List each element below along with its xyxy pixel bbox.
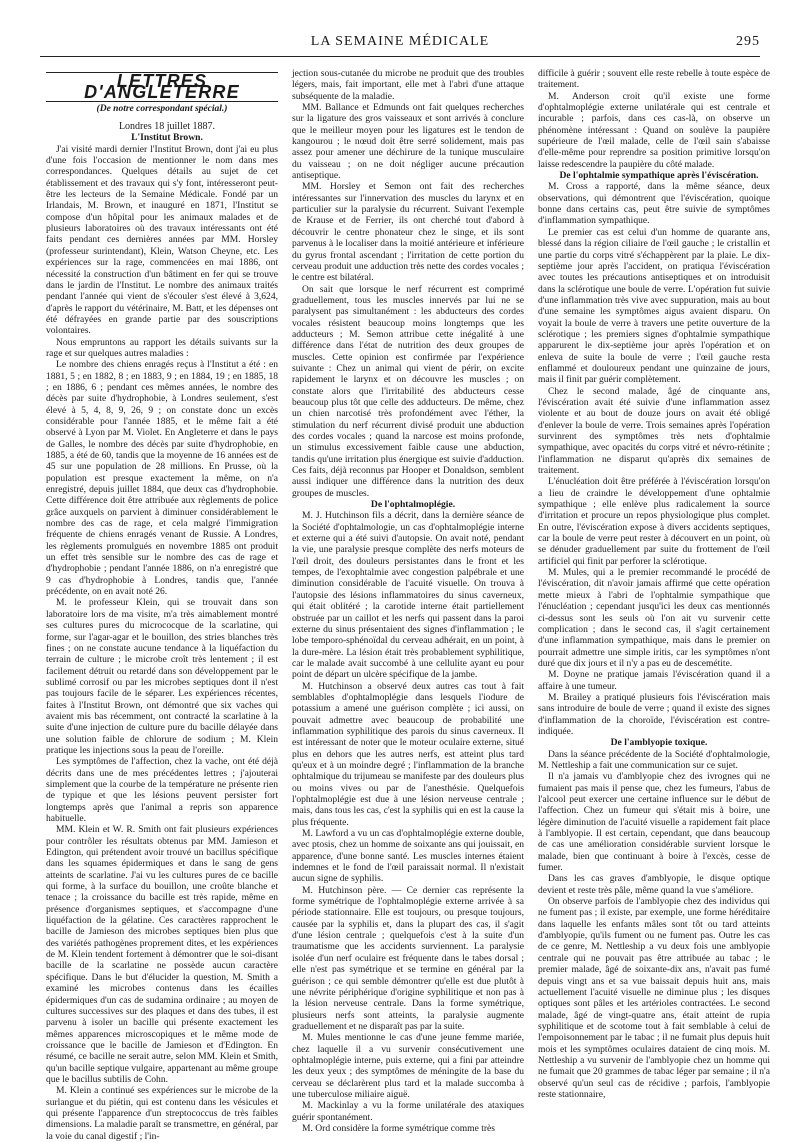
paragraph: M. J. Hutchinson fils a décrit, dans la dernière séance de la Société d'ophtalmologie, un cas d'ophtalmoplégie interne et externe qui a été suivi d'autopsie. On avait noté, pendant la vie, une paralysie presque complète des nerfs moteurs de l'œil droit, des douleurs persistantes dans le front et les tempes, de l'exophtalmie avec congestion palpébrale et une diminution considérable de l'acuité visuelle. On trouva à l'autopsie des lésions inflammatoires du sinus caverneux, qui était oblitéré ; la carotide interne était partiellement obstruée par un caillot et les nerfs qui passent dans la paroi externe du sinus présentaient des signes d'inflammation ; le lobe temporo-sphénoïdal du cerveau adhérait, en un point, à la dure-mère. La lésion était très probablement syphilitique, car le malade avait succombé à une cellulite ayant eu pour point de départ un ulcère spécifique de la jambe. — [292, 510, 524, 681]
paragraph: Il n'a jamais vu d'amblyopie chez des ivrognes qui ne fumaient pas mais il pense que, chez les fumeurs, l'abus de l'alcool peut exercer une certaine influence sur le début de l'affection. Chez un fumeur qui s'était mis à boire, une légère diminution de l'acuité visuelle a rapidement fait place à l'amblyopie. Il est certain, cependant, que dans beaucoup de cas une amélioration considérable survient lorsque le malade, bien que continuant à boire à l'excès, cesse de fumer. — [538, 771, 770, 874]
paragraph: Le nombre des chiens enragés reçus à l'Institut a été : en 1881, 5 ; en 1882, 8 ; en 1883, 9 ; en 1884, 19 ; en 1885, 18 ; en 1886, 6 ; pendant ces mêmes années, le nombre des décès par suite d'hydrophobie, à Londres seulement, s'est élevé à 5, 4, 8, 9, 26, 9 ; on constate donc un excès considérable pour l'année 1885, et le même fait a été observé à Lyon par M. Violet. En Angleterre et dans le pays de Galles, le nombre des décès par suite d'hydrophobie, en 1885, a été de 60, tandis que la moyenne de 16 années est de 45 sur une population de 28 millions. En Prusse, où la population est presque exactement la même, on n'a enregistré, depuis juillet 1884, que deux cas d'hydrophobie. Cette différence doit être attribuée aux règlements de police grâce auxquels on parvient à diminuer considérablement le nombre des cas de rage, et cela malgré l'immigration fréquente de chiens enragés venant de Russie. A Londres, les règlements promulgués en novembre 1885 ont produit un effet très sensible sur le nombre des cas de rage et d'hydrophobie ; pendant l'année 1886, on n'a enregistré que 9 cas d'hydrophobie à Londres, tandis que, l'année précédente, on en avait noté 26. — [46, 359, 278, 598]
paragraph: M. Hutchinson a observé deux autres cas tout à fait semblables d'ophtalmoplégie dans lesquels l'iodure de potassium a amené une guérison complète ; ici aussi, on pouvait admettre avec beaucoup de probabilité une inflammation syphilitique des parois du sinus caverneux. Il est intéressant de noter que le moteur oculaire externe, situé plus en dehors que les autres nerfs, est atteint plus tard qu'eux et à un moindre degré ; l'inflammation de la branche ophtalmique du trijumeau se manifeste par des douleurs plus ou moins vives ou par de l'anesthésie. Quelquefois l'ophtalmoplégie est due à une lésion nerveuse centrale ; mais, dans tous les cas, c'est la syphilis qui en est la cause la plus fréquente. — [292, 680, 524, 828]
paragraph: Dans les cas graves d'amblyopie, le disque optique devient et reste très pâle, même quand la vue s'améliore. — [538, 873, 770, 896]
masthead-title: LETTRES D'ANGLETERRE — [46, 72, 278, 102]
paragraph: M. Lawford a vu un cas d'ophtalmoplégie externe double, avec ptosis, chez un homme de soixante ans qui jouissait, en apparence, d'une bonne santé. Les muscles internes étaient indemnes et le fond de l'œil paraissait normal. Il n'existait aucun signe de syphilis. — [292, 828, 524, 885]
paragraph: Le premier cas est celui d'un homme de quarante ans, blessé dans la région ciliaire de l'œil gauche ; le cristallin et une partie du corps vitré s'échappèrent par la plaie. Le dix-septième jour après l'accident, on pratiqua l'éviscération avec toutes les précautions antiseptiques et on introduisit dans la sclérotique une boule de verre. L'opération fut suivie d'une inflammation très vive avec suppuration, mais au bout d'une semaine les symptômes aigus avaient disparu. On voyait la boule de verre à travers une petite ouverture de la sclérotique ; les premiers signes d'ophtalmie sympathique apparurent le dix-septième jour après l'opération et on enleva de suite la boule de verre ; l'œil gauche resta enflammé et douloureux pendant une quinzaine de jours, mais il finit par guérir complètement. — [538, 226, 770, 386]
paragraph: MM. Ballance et Edmunds ont fait quelques recherches sur la ligature des gros vaisseaux et sont arrivés à conclure que le meilleur moyen pour les ligatures est le tendon de kangourou ; le nœud doit être serré solidement, mais pas assez pour amener une déchirure de la tunique musculaire du vaisseau ; on ne doit négliger aucune précaution antiseptique. — [292, 102, 524, 182]
paragraph: MM. Horsley et Semon ont fait des recherches intéressantes sur l'innervation des muscles du larynx et en particulier sur la paralysie du récurrent. Suivant l'exemple de Krause et de Ferrier, ils ont cherché tout d'abord à découvrir le centre phonateur chez le singe, et ils sont parvenus à le localiser dans la moitié antérieure et inférieure du gyrus frontal ascendant ; l'irritation de cette portion du cerveau produit une adduction très nette des cordes vocales ; le centre est bilatéral. — [292, 181, 524, 284]
paragraph: L'énucléation doit être préférée à l'éviscération lorsqu'on a lieu de craindre le développement d'une ophtalmie sympathique ; elle enlève plus radicalement la source d'irritation et procure un repos physiologique plus complet. En outre, l'éviscération expose à divers accidents septiques, car la boule de verre peut rester à découvert en un point, où se dénuder graduellement par suite du frottement de l'œil artificiel qui finit par perforer la sclérotique. — [538, 476, 770, 567]
paragraph: On observe parfois de l'amblyopie chez des individus qui ne fument pas ; il existe, par exemple, une forme héréditaire dans laquelle les enfants mâles sont tôt ou tard atteints d'amblyopie, qu'ils fument ou ne fument pas. Outre les cas de ce genre, M. Nettleship a vu deux fois une amblyopie centrale qui ne pouvait pas être attribuée au tabac ; le premier malade, âgé de soixante-dix ans, n'avait pas fumé depuis vingt ans et sa vue baissait depuis huit ans, mais actuellement l'acuité visuelle ne diminue plus ; les disques optiques sont pâles et les artérioles contractées. Le second malade, âgé de vingt-quatre ans, était atteint de rupia syphilitique et de scotome tout à fait semblable à celui de l'empoisonnement par le tabac ; il ne fumait plus depuis huit mois et les symptômes oculaires dataient de cinq mois. M. Nettleship a vu survenir de l'amblyopie chez un homme qui ne fumait que 20 grammes de tabac léger par semaine ; il n'a observé qu'un seul cas de récidive ; parfois, l'amblyopie reste stationnaire, — [538, 896, 770, 1100]
running-header — [40, 34, 760, 56]
paragraph: Les symptômes de l'affection, chez la vache, ont été déjà décrits dans une de mes précédentes lettres ; j'ajouterai simplement que la courbe de la température ne présente rien de typique et que les lésions peuvent persister fort longtemps après que l'animal a repris son apparence habituelle. — [46, 756, 278, 824]
paragraph: M. Mackinlay a vu la forme unilatérale des ataxiques guérir spontanément. — [292, 1100, 524, 1123]
paragraph: difficile à guérir ; souvent elle reste rebelle à toute espèce de traitement. — [538, 68, 770, 91]
column-3 — [538, 68, 770, 1108]
page-number: 295 — [736, 34, 760, 49]
paragraph: On sait que lorsque le nerf récurrent est comprimé graduellement, tous les muscles innervés par lui ne se paralysent pas simultanément : les abducteurs des cordes vocales résistent beaucoup moins longtemps que les adducteurs ; M. Semon attribue cette inégalité à une différence dans l'état de nutrition des deux groupes de muscles. Cette opinion est confirmée par l'expérience suivante : Chez un animal qui vient de périr, on excite rapidement le larynx et on découvre les muscles ; on constate alors que l'irritabilité des abducteurs cesse beaucoup plus tôt que celle des adducteurs. De même, chez un chien narcotisé très profondément avec l'éther, la stimulation du nerf récurrent divisé produit une abduction des cordes vocales ; quand la narcose est moins profonde, un stimulus excessivement faible cause une abduction, tandis qu'une irritation plus énergique est suivie d'adduction. Ces faits, déjà reconnus par Hooper et Donaldson, semblent aussi indiquer une différence dans la nutrition des deux groupes de muscles. — [292, 283, 524, 499]
paragraph: M. Anderson croit qu'il existe une forme d'ophtalmoplégie externe unilatérale qui est centrale et incurable ; parfois, dans ces cas-là, on observe un phénomène intéressant : Quand on soulève la paupière supérieure de l'œil malade, celle de l'œil sain s'abaisse d'elle-même pour reprendre sa position primitive lorsqu'on laisse redescendre la paupière du côté malade. — [538, 90, 770, 170]
paragraph: M. Ord considère la forme symétrique comme très — [302, 1122, 495, 1134]
paragraph: M. Hutchinson père. — Ce dernier cas représente la forme symétrique de l'ophtalmoplégie externe arrivée à sa période stationnaire. Elle est toujours, ou presque toujours, causée par la syphilis et, dans la plupart des cas, il s'agit d'une lésion centrale ; quelquefois c'est à la suite d'un traumatisme que les accidents surviennent. La paralysie isolée d'un nerf oculaire est fréquente dans le tabes dorsal ; elle n'est pas symétrique et se termine en général par la guérison ; ce qui semble démontrer qu'elle est due plutôt à une névrite périphérique d'origine syphilitique et non pas à la lésion nerveuse centrale. Dans la forme symétrique, plusieurs nerfs sont atteints, la paralysie augmente graduellement et ne disparaît pas par la suite. — [292, 884, 524, 1032]
paragraph: M. le professeur Klein, qui se trouvait dans son laboratoire lors de ma visite, m'a très aimablement montré ses cultures pures du micrococque de la scarlatine, qui forme, sur l'agar-agar et le bouillon, des stries blanches très fines ; on ne constate aucune tendance à la liquéfaction du terrain de culture ; le microbe croît très lentement ; il est facilement détruit ou retardé dans son développement par le sublimé corrosif ou par les microbes septiques dont il n'est pas toujours facile de le séparer. Les expériences récentes, faites à l'Institut Brown, ont démontré que six vaches qui avaient mis bas récemment, ont contracté la scarlatine à la suite d'une injection de culture pure du bacille délayée dans une solution faible de chlorure de sodium ; M. Klein pratique les injections sous la peau de l'oreille. — [46, 597, 278, 756]
column-2 — [292, 68, 524, 1134]
paragraph: M. Cross a rapporté, dans la même séance, deux observations, qui démontrent que l'éviscération, quoique bonne dans certains cas, peut être suivie de symptômes d'inflammation sympathique. — [538, 181, 770, 227]
paragraph: M. Mules, qui a le premier recommandé le procédé de l'éviscération, dit n'avoir jamais affirmé que cette opération mette mieux à l'abri de l'ophtalmie sympathique que l'énucléation ; cependant jusqu'ici les deux cas mentionnés ci-dessus sont les seuls où l'on ait vu survenir cette complication ; dans le second cas, il s'agit certainement d'une inflammation sympathique, mais dans le premier on pourrait admettre une simple iritis, car les symptômes n'ont duré que dix jours et il n'y a pas eu de descemétite. — [538, 567, 770, 669]
paragraph: Nous empruntons au rapport les détails suivants sur la rage et sur quelques autres maladies : — [46, 336, 278, 359]
section-heading-amblyopie-toxique: De l'amblyopie toxique. — [610, 737, 708, 749]
section-heading-institut-brown: L'Institut Brown. — [131, 132, 203, 144]
masthead-subtitle: (De notre correspondant spécial.) — [96, 103, 228, 114]
paragraph: J'ai visité mardi dernier l'Institut Brown, dont j'ai eu plus d'une fois l'occasion de mentionner le nom dans mes correspondances. Quelques détails au sujet de cet établissement et des travaux qui s'y font, intéresseront peut-être les lecteurs de la Semaine Médicale. Fondé par un Irlandais, M. Brown, et inauguré en 1871, l'Institut se compose d'un hôpital pour les animaux malades et de plusieurs laboratoires où des travaux intéressants ont été faits pendant ces dernières années par MM. Horsley (professeur surintendant), Klein, Watson Cheyne, etc. Les expériences sur la rage, commencées en mai 1886, ont nécessité la construction d'un bâtiment en fer qui se trouve dans le jardin de l'Institut. Le nombre des animaux traités pendant l'année qui vient de s'écouler s'est élevé à 3,624, d'après le rapport du vétérinaire, M. Batt, et les dépenses ont été défrayées en grande partie par des souscriptions volontaires. — [46, 143, 278, 337]
paragraph: M. Klein a continué ses expériences sur le microbe de la surlangue et du piétin, qui est contenu dans les vésicules et qui présente l'apparence d'un streptococcus de très faibles dimensions. La maladie paraît se transmettre, en général, par la voie du canal digestif ; l'in- — [46, 1085, 278, 1142]
paragraph: MM. Klein et W. R. Smith ont fait plusieurs expériences pour contrôler les résultats obtenus par MM. Jamieson et Edington, qui prétendent avoir trouvé un bacillus spécifique dans les squames épidermiques et dans le sang de gens atteints de scarlatine. J'ai vu les cultures pures de ce bacille qui forme, à la surface du bouillon, une croûte blanche et tenace ; la croissance du bacille est très rapide, même en présence d'organismes septiques, et s'accompagne d'une liquéfaction de la gélatine. Ces caractères rapprochent le bacille de Jamieson des microbes septiques bien plus que des variétés pathogènes proprement dites, et les expériences de M. Klein tendent fortement à démontrer que le soi-disant bacille de la scarlatine ne possède aucun caractère spécifique. Dans le but d'élucider la question, M. Smith a examiné les microbes contenus dans les écailles épidermiques d'un cas de sudamina ordinaire ; au moyen de cultures successives sur des plaques et dans des tubes, il est parvenu à isoler un bacille qui présente exactement les mêmes apparences microscopiques et le même mode de croissance que le bacille de Jamieson et d'Edington. En résumé, ce bacille ne serait autre, selon MM. Klein et Smith, qu'un bacille septique vulgaire, appartenant au même groupe que le bacillus subtilis de Cohn. — [46, 824, 278, 1085]
dateline: Londres 18 juillet 1887. — [118, 121, 216, 133]
paragraph: M. Mules mentionne le cas d'une jeune femme mariée, chez laquelle il a vu survenir consécutivement une ophtalmoplégie interne, puis externe, qui a fini par atteindre les deux yeux ; des symptômes de méningite de la base du cerveau se déclarèrent plus tard et la malade succomba à une tuberculose miliaire aiguë. — [292, 1032, 524, 1100]
paragraph: jection sous-cutanée du microbe ne produit que des troubles légers, mais, fait important, elle met à l'abri d'une attaque subséquente de la maladie. — [292, 68, 524, 102]
section-heading-ophtalmie-sympathique: De l'ophtalmie sympathique après l'éviscération. — [559, 170, 759, 182]
journal-title: LA SEMAINE MÉDICALE — [310, 34, 490, 49]
masthead — [46, 72, 278, 115]
paragraph: Dans la séance précédente de la Société d'ophtalmologie, M. Nettleship a fait une communication sur ce sujet. — [538, 748, 770, 771]
section-heading-ophtalmoplegie: De l'ophtalmoplégie. — [370, 499, 456, 511]
paragraph: Chez le second malade, âgé de cinquante ans, l'éviscération avait été suivie d'une inflammation assez violente et au bout de douze jours on avait été obligé d'enlever la boule de verre. Trois semaines après l'opération survinrent des symptômes très nets d'ophtalmie sympathique, avec opacités du corps vitré et névro-rétinite ; l'inflammation ne disparut qu'après dix semaines de traitement. — [538, 385, 770, 477]
column-1 — [46, 68, 278, 1142]
header-rule — [40, 56, 760, 57]
paragraph: M. Doyne ne pratique jamais l'éviscération quand il a affaire à une tumeur. — [538, 669, 770, 692]
paragraph: M. Brailey a pratiqué plusieurs fois l'éviscération mais sans introduire de boule de verre ; quand il existe des signes d'inflammation de la choroïde, l'éviscération est contre-indiquée. — [538, 691, 770, 737]
